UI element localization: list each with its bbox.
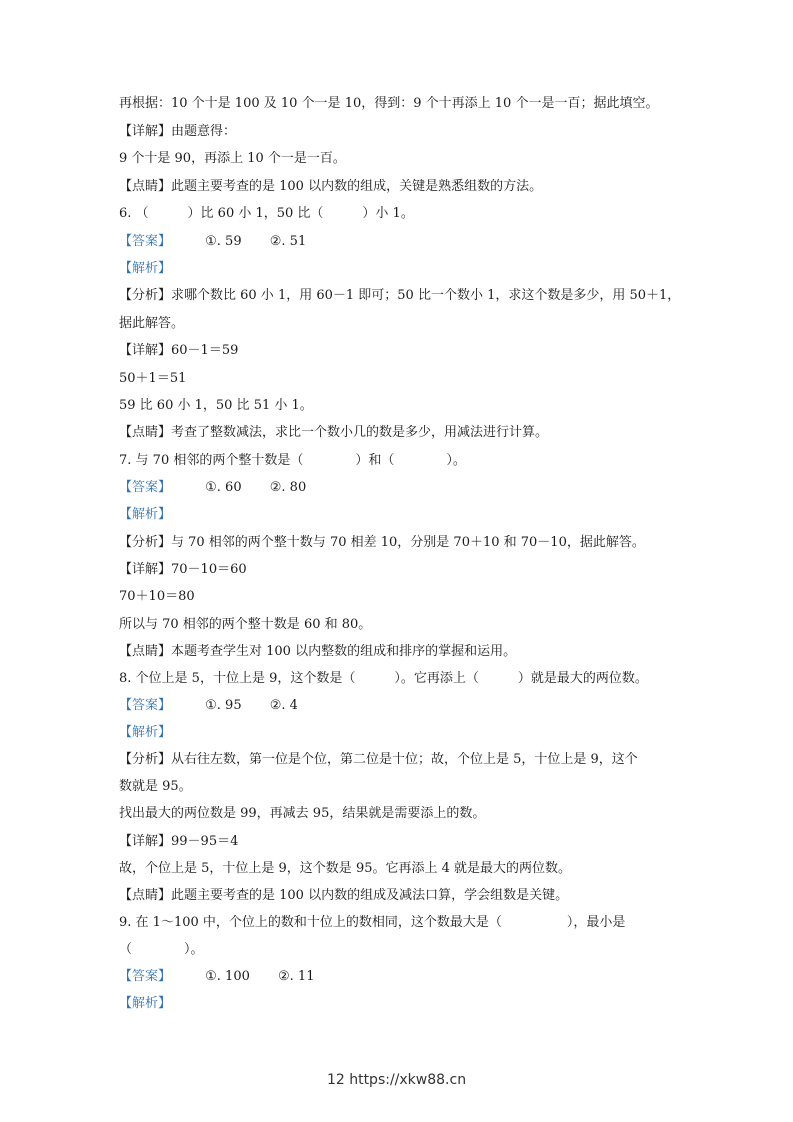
answer-label: 【答案】 — [119, 969, 172, 984]
text-line: 50＋1＝51 — [119, 371, 187, 386]
question-7: 7. 与 70 相邻的两个整十数是（ ）和（ ）。 — [119, 453, 466, 468]
text-line: 59 比 60 小 1，50 比 51 小 1。 — [119, 398, 313, 413]
analysis-line: 【分析】求哪个数比 60 小 1，用 60－1 即可；50 比一个数小 1，求这个数是多少，用 50＋1， — [119, 288, 681, 303]
detail-line: 【详解】99－95＝4 — [119, 834, 239, 849]
text-line: 数就是 95。 — [119, 779, 192, 794]
detail-line: 【详解】60－1＝59 — [119, 343, 239, 358]
text-line: 9 个十是 90，再添上 10 个一是一百。 — [119, 151, 346, 166]
question-9: 9. 在 1～100 中，个位上的数和十位上的数相同，这个数最大是（ ），最小是 — [119, 915, 626, 930]
comment-line: 【点睛】本题考查学生对 100 以内整数的组成和排序的掌握和运用。 — [119, 644, 517, 659]
analysis-label: 【解析】 — [119, 996, 172, 1011]
answer-row-q7 — [119, 480, 306, 496]
comment-line: 【点睛】此题主要考查的是 100 以内数的组成，关键是熟悉组数的方法。 — [119, 179, 543, 194]
text-line: 70＋10＝80 — [119, 589, 195, 604]
answer-2: ②. 80 — [269, 480, 307, 495]
detail-line: 【详解】70－10＝60 — [119, 562, 247, 577]
analysis-label: 【解析】 — [119, 507, 172, 522]
answer-row-q6 — [119, 234, 306, 250]
text-line: 再根据：10 个十是 100 及 10 个一是 10，得到：9 个十再添上 10 个一是一百；据此填空。 — [119, 96, 659, 111]
answer-1: ①. 95 — [205, 698, 242, 713]
answer-1: ①. 100 — [205, 969, 250, 984]
text-line: 故，个位上是 5，十位上是 9，这个数是 95。它再添上 4 就是最大的两位数。 — [119, 861, 572, 876]
text-line: 据此解答。 — [119, 316, 185, 331]
answer-1: ①. 59 — [205, 234, 242, 249]
comment-line: 【点睛】此题主要考查的是 100 以内数的组成及减法口算，学会组数是关键。 — [119, 888, 569, 903]
answer-2: ②. 4 — [269, 698, 298, 713]
answer-label: 【答案】 — [119, 234, 172, 249]
comment-line: 【点睛】考查了整数减法，求比一个数小几的数是多少，用减法进行计算。 — [119, 425, 549, 440]
detail-line: 【详解】由题意得： — [119, 124, 237, 139]
answer-2: ②. 51 — [269, 234, 307, 249]
question-8: 8. 个位上是 5，十位上是 9，这个数是（ ）。它再添上（ ）就是最大的两位数。 — [119, 671, 648, 686]
question-6: 6. （ ）比 60 小 1，50 比（ ）小 1。 — [119, 206, 414, 221]
text-line: （ ）。 — [119, 942, 204, 957]
answer-label: 【答案】 — [119, 698, 172, 713]
answer-1: ①. 60 — [205, 480, 242, 495]
page-footer: 12 https://xkw88.cn — [326, 1072, 467, 1088]
answer-row-q8 — [119, 698, 298, 714]
answer-row-q9 — [119, 969, 314, 985]
analysis-label: 【解析】 — [119, 261, 172, 276]
text-line: 找出最大的两位数是 99，再减去 95，结果就是需要添上的数。 — [119, 806, 486, 821]
analysis-line: 【分析】与 70 相邻的两个整十数与 70 相差 10，分别是 70＋10 和 70－10，据此解答。 — [119, 535, 645, 550]
answer-2: ②. 11 — [278, 969, 315, 984]
analysis-label: 【解析】 — [119, 725, 172, 740]
text-line: 所以与 70 相邻的两个整十数是 60 和 80。 — [119, 617, 372, 632]
answer-label: 【答案】 — [119, 480, 172, 495]
analysis-line: 【分析】从右往左数，第一位是个位，第二位是十位；故，个位上是 5，十位上是 9，这个 — [119, 752, 638, 767]
